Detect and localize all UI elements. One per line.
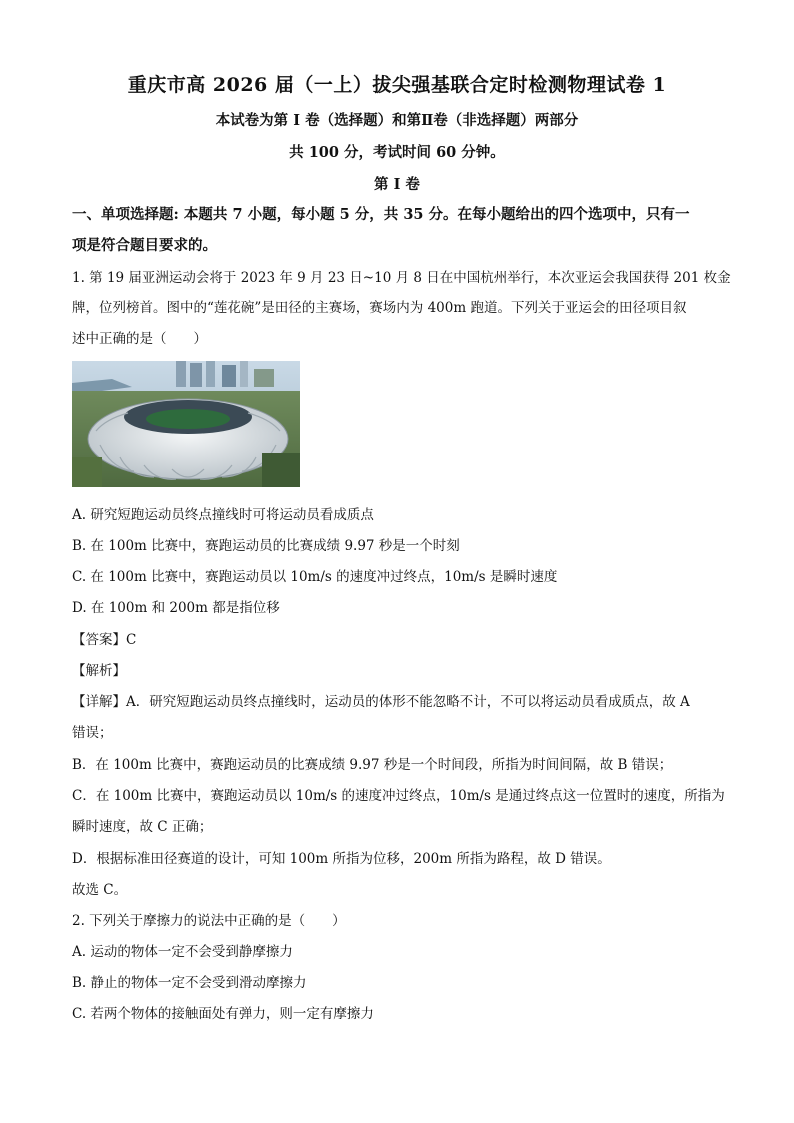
section-instructions-line1: 一、单项选择题: 本题共 7 小题，每小题 5 分，共 35 分。在每小题给出的四个选项中，只有一 bbox=[72, 206, 690, 223]
q1-answer: 【答案】C bbox=[72, 632, 137, 648]
q1-analysis-label: 【解析】 bbox=[72, 663, 126, 679]
q2-option-b: B. 静止的物体一定不会受到滑动摩擦力 bbox=[72, 975, 307, 991]
q1-detail-line: 错误； bbox=[72, 725, 113, 741]
q1-option-b: B. 在 100m 比赛中，赛跑运动员的比赛成绩 9.97 秒是一个时刻 bbox=[72, 538, 460, 554]
q1-option-a: A. 研究短跑运动员终点撞线时可将运动员看成质点 bbox=[72, 507, 374, 523]
q1-stem-line3: 述中正确的是（ ） bbox=[72, 331, 207, 347]
part-label: 第 I 卷 bbox=[374, 176, 420, 193]
exam-subtitle: 本试卷为第 I 卷（选择题）和第Ⅱ卷（非选择题）两部分 bbox=[215, 112, 579, 129]
q1-detail-line: D．根据标准田径赛道的设计，可知 100m 所指为位移，200m 所指为路程，故 D 错误。 bbox=[72, 851, 611, 867]
exam-title: 重庆市高 2026 届（一上）拔尖强基联合定时检测物理试卷 1 bbox=[127, 74, 667, 96]
q1-option-c: C. 在 100m 比赛中，赛跑运动员以 10m/s 的速度冲过终点，10m/s 是瞬时速度 bbox=[72, 569, 558, 585]
stadium-photo bbox=[72, 361, 300, 487]
q1-stem-line2: 牌，位列榜首。图中的“莲花碗”是田径的主赛场，赛场内为 400m 跑道。下列关于亚运会的田径项目叙 bbox=[72, 300, 687, 316]
q1-detail-line: 故选 C。 bbox=[72, 882, 128, 898]
q1-option-d: D. 在 100m 和 200m 都是指位移 bbox=[72, 600, 280, 616]
q1-detail-line: 【详解】A．研究短跑运动员终点撞线时，运动员的体形不能忽略不计，不可以将运动员看成质点，故 A bbox=[72, 694, 690, 710]
q1-stem-line1: 1. 第 19 届亚洲运动会将于 2023 年 9 月 23 日~10 月 8 日在中国杭州举行，本次亚运会我国获得 201 枚金 bbox=[72, 270, 731, 286]
q1-detail-line: C．在 100m 比赛中，赛跑运动员以 10m/s 的速度冲过终点，10m/s 是通过终点这一位置时的速度，所指为 bbox=[72, 788, 725, 804]
q1-detail-line: B．在 100m 比赛中，赛跑运动员的比赛成绩 9.97 秒是一个时间段，所指为时间间隔，故 B 错误； bbox=[72, 757, 673, 773]
section-instructions-line2: 项是符合题目要求的。 bbox=[72, 237, 217, 254]
q2-option-c: C. 若两个物体的接触面处有弹力，则一定有摩擦力 bbox=[72, 1006, 374, 1022]
q1-detail-line: 瞬时速度，故 C 正确； bbox=[72, 819, 213, 835]
time-info: 共 100 分，考试时间 60 分钟。 bbox=[289, 144, 505, 161]
q2-stem: 2. 下列关于摩擦力的说法中正确的是（ ） bbox=[72, 913, 346, 929]
q2-option-a: A. 运动的物体一定不会受到静摩擦力 bbox=[72, 944, 293, 960]
